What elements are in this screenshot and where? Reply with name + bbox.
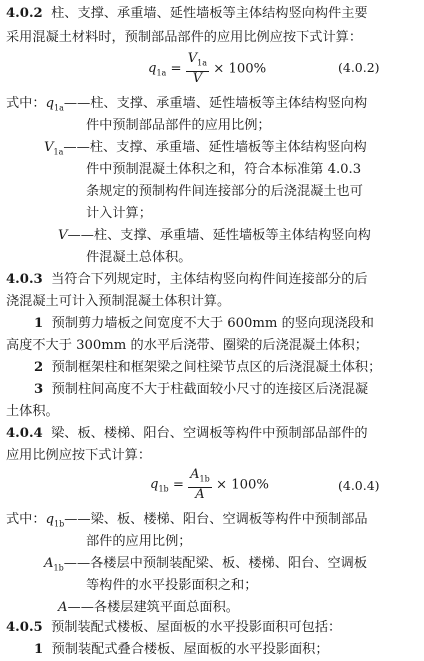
fraction: $\frac{A_{1b}}{A}$ (190, 467, 210, 502)
clause-number: 4.0.5 (6, 620, 43, 635)
clause-4-0-2-line1 (6, 4, 368, 24)
clause-text: 当符合下列规定时，主体结构竖向构件间连接部分的后 (51, 272, 368, 287)
clause-text: 柱、支撑、承重墙、延性墙板等主体结构竖向构件主要 (51, 6, 368, 21)
definition-v1a: $V_{1a}——$柱、支撑、承重墙、延性墙板等主体结构竖向构 (44, 140, 367, 157)
clause-4-0-5-line1 (6, 618, 341, 638)
list-item-cont: 高度不大于 300mm 的水平后浇带、圈梁的后浇混凝土体积； (6, 338, 368, 353)
fraction: $\frac{V_{1a}}{V}$ (187, 51, 208, 86)
clause-text: 应用比例应按下式计算： (6, 448, 152, 463)
clause-number: 4.0.4 (6, 426, 43, 441)
clause-number: 4.0.2 (6, 6, 43, 21)
definition-a1b: $A_{1b}——$各楼层中预制装配梁、板、楼梯、阳台、空调板 (44, 556, 368, 573)
definition-text: 等构件的水平投影面积之和； (86, 578, 258, 593)
list-item: 1 预制装配式叠合楼板、屋面板的水平投影面积； (34, 642, 329, 657)
equation-4-0-4: $q_{1b}$ = $\frac{A_{1b}}{A}$ × 100% (150, 467, 269, 502)
list-item: 1 预制剪力墙板之间宽度不大于 600mm 的竖向现浇段和 (34, 316, 374, 331)
list-item: 2 预制框架柱和框架梁之间柱梁节点区的后浇混凝土体积； (34, 360, 382, 375)
definition-v: V——柱、支撑、承重墙、延性墙板等主体结构竖向构 (58, 228, 371, 243)
definition-q1b: 式中：$q_{1b}——$梁、板、楼梯、阳台、空调板等构件中预制部品 (6, 512, 368, 529)
clause-4-0-3-line1 (6, 270, 368, 290)
definition-q1a: 式中：$q_{1a}——$柱、支撑、承重墙、延性墙板等主体结构竖向构 (6, 96, 368, 113)
definition-text: 条规定的预制构件间连接部分的后浇混凝土也可 (86, 184, 363, 199)
clause-number: 4.0.3 (6, 272, 43, 287)
clause-text: 预制装配式楼板、屋面板的水平投影面积可包括： (51, 620, 342, 635)
clause-4-0-4-line1 (6, 424, 368, 444)
clause-text: 梁、板、楼梯、阳台、空调板等构件中预制部品部件的 (51, 426, 368, 441)
equation-number: (4.0.4) (338, 478, 380, 493)
definition-text: 件中预制混凝土体积之和，符合本标准第 4.0.3 (86, 162, 362, 177)
equation-4-0-2: $q_{1a}$ = $\frac{V_{1a}}{V}$ × 100% (148, 51, 267, 86)
equation-number: (4.0.2) (338, 60, 380, 75)
definition-text: 部件的应用比例； (86, 534, 192, 549)
clause-text: 浇混凝土可计入预制混凝土体积计算。 (6, 294, 231, 309)
definition-text: 件混凝土总体积。 (86, 250, 192, 265)
definition-a: A——各楼层建筑平面总面积。 (58, 600, 239, 615)
definition-text: 件中预制部品部件的应用比例； (86, 118, 271, 133)
definition-text: 计入计算； (86, 206, 152, 221)
list-item-cont: 土体积。 (6, 404, 59, 419)
list-item: 3 预制柱间高度不大于柱截面较小尺寸的连接区后浇混凝 (34, 382, 369, 397)
clause-text: 采用混凝土材料时，预制部品部件的应用比例应按下式计算： (6, 30, 363, 45)
